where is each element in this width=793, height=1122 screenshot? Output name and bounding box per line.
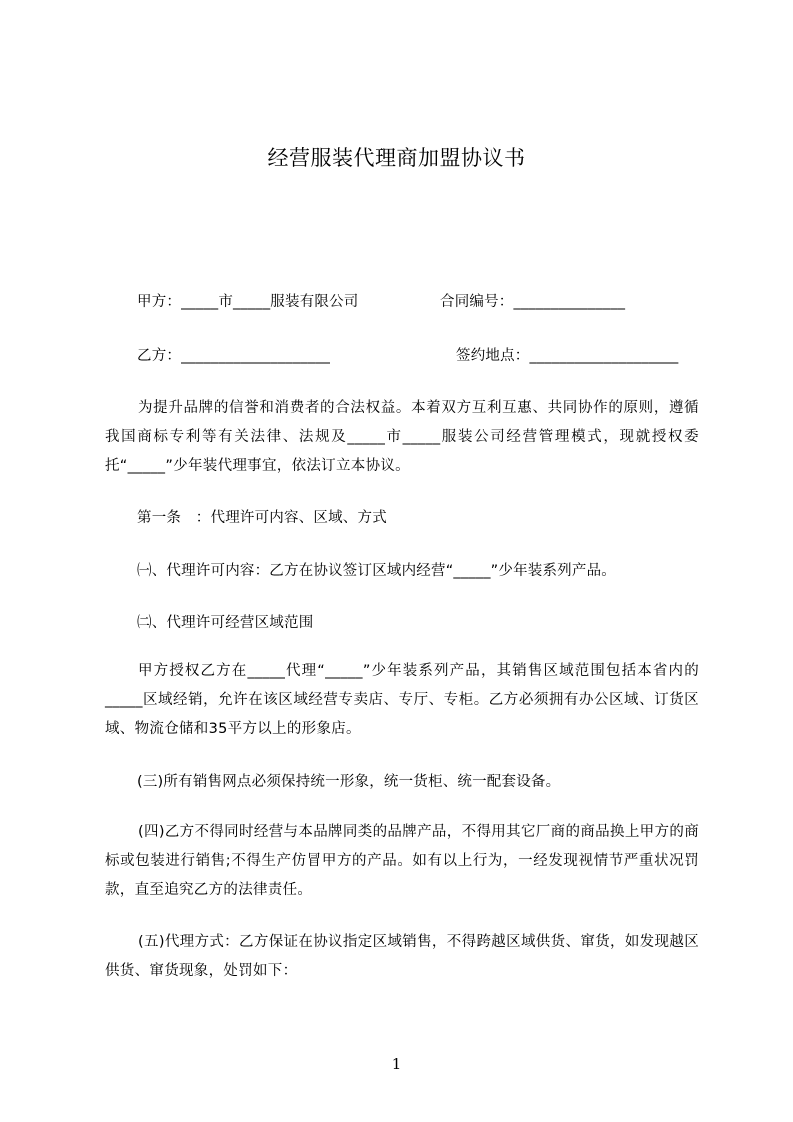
party-a-line: 甲方：_____市_____服装有限公司 bbox=[137, 294, 359, 310]
clause-3: (三)所有销售网点必须保持统一形象，统一货柜、统一配套设备。 bbox=[137, 774, 561, 790]
sign-place-line: 签约地点：____________________ bbox=[456, 348, 679, 364]
intro-paragraph: 为提升品牌的信誉和消费者的合法权益。本着双方互利互惠、共同协作的原则，遵循我国商标专利等有关法律、法规及_____市_____服装公司经营管理模式，现就授权委托“_____”少年装代理事宜，依法订立本协议。 bbox=[105, 400, 699, 474]
party-b-line: 乙方：____________________ bbox=[137, 348, 331, 364]
document-title: 经营服装代理商加盟协议书 bbox=[267, 146, 526, 170]
clause-5: (五)代理方式：乙方保证在协议指定区域销售，不得跨越区域供货、窜货，如发现越区供货、窜货现象，处罚如下： bbox=[105, 934, 699, 979]
clause-2-heading: ㈡、代理许可经营区域范围 bbox=[137, 615, 314, 631]
page-number: 1 bbox=[391, 1055, 402, 1073]
clause-2-body: 甲方授权乙方在_____代理“_____”少年装系列产品，其销售区域范围包括本省内的_____区域经销，允许在该区域经营专卖店、专厅、专柜。乙方必须拥有办公区域、订货区域、物流仓储和35平方以上的形象店。 bbox=[105, 663, 699, 737]
clause-1: ㈠、代理许可内容：乙方在协议签订区域内经营“_____”少年装系列产品。 bbox=[137, 563, 616, 579]
article-1-heading: 第一条 ：代理许可内容、区域、方式 bbox=[137, 510, 387, 526]
contract-number-line: 合同编号：_______________ bbox=[440, 294, 626, 310]
clause-4: (四)乙方不得同时经营与本品牌同类的品牌产品，不得用其它厂商的商品换上甲方的商标或包装进行销售;不得生产仿冒甲方的产品。如有以上行为，一经发现视情节严重状况罚款，直至追究乙方的法律责任。 bbox=[105, 824, 699, 898]
